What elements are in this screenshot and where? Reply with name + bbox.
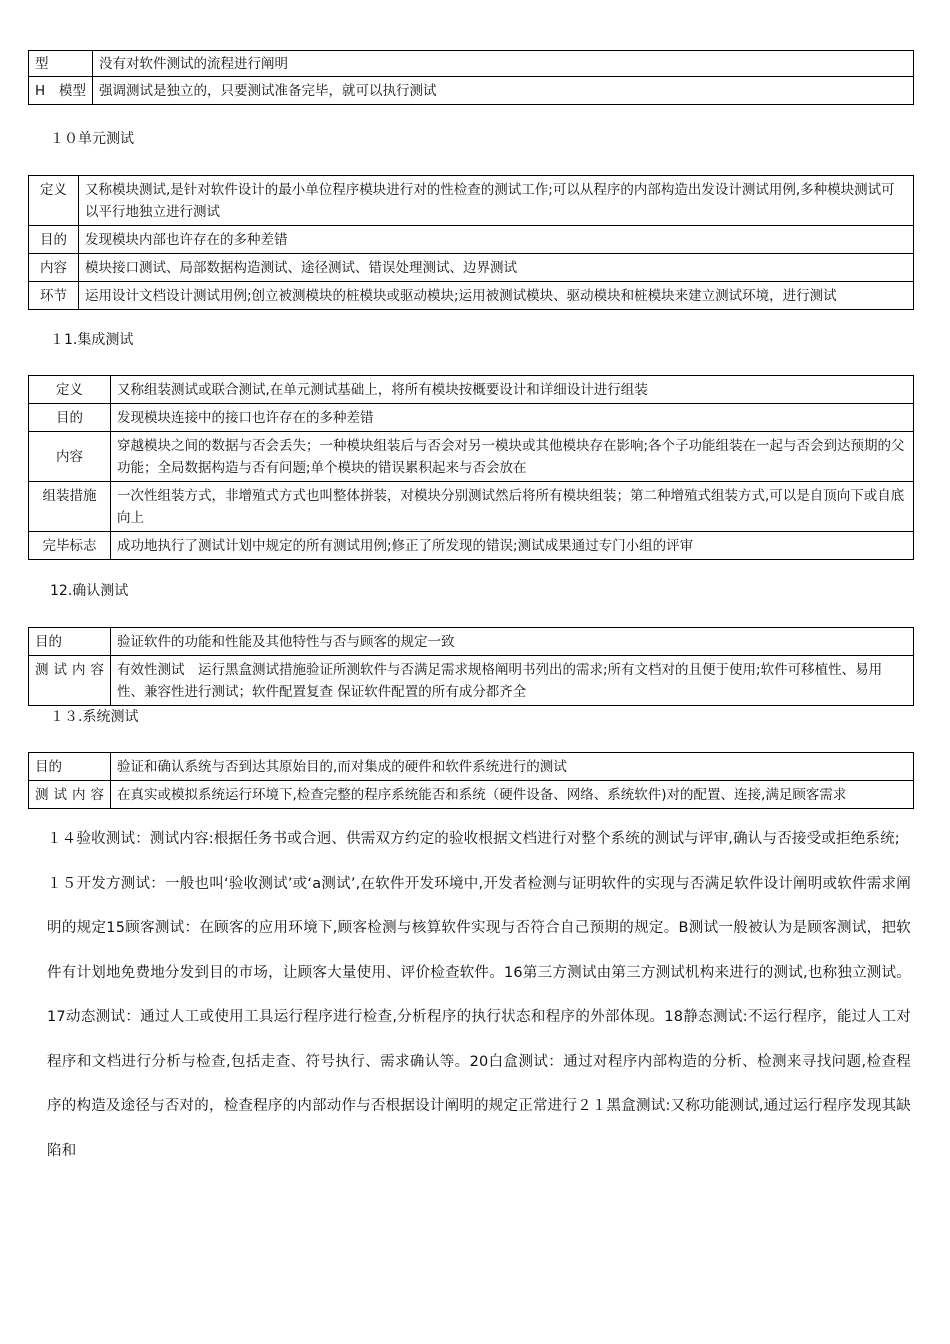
row-value: 发现模块连接中的接口也许存在的多种差错 (111, 404, 914, 432)
row-value: 模块接口测试、局部数据构造测试、途径测试、错误处理测试、边界测试 (79, 254, 914, 282)
section-heading-acceptance-test: 12.确认测试 (50, 583, 129, 599)
table-row (29, 51, 914, 77)
table-acceptance-test (28, 627, 914, 706)
row-label: 型 (29, 51, 93, 77)
row-label: 目的 (29, 226, 79, 254)
table-row (29, 282, 914, 310)
row-label: 内容 (29, 432, 111, 482)
table-row (29, 432, 914, 482)
row-label: 定义 (29, 376, 111, 404)
row-value: 强调测试是独立的，只要测试准备完毕，就可以执行测试 (93, 77, 914, 105)
row-label: 内容 (29, 254, 79, 282)
section-heading-unit-test: １０单元测试 (50, 131, 134, 147)
row-label: 定义 (29, 176, 79, 226)
row-value: 又称组装测试或联合测试,在单元测试基础上，将所有模块按概要设计和详细设计进行组装 (111, 376, 914, 404)
row-value: 验证软件的功能和性能及其他特性与否与顾客的规定一致 (111, 628, 914, 656)
row-label: 完毕标志 (29, 532, 111, 560)
row-value: 运用设计文档设计测试用例;创立被测模块的桩模块或驱动模块;运用被测试模块、驱动模块和桩模块来建立测试环境，进行测试 (79, 282, 914, 310)
table-row (29, 176, 914, 226)
table-row (29, 656, 914, 706)
row-label: 目的 (29, 753, 111, 781)
section-heading-integration-test: １1.集成测试 (50, 332, 134, 348)
row-value: 成功地执行了测试计划中规定的所有测试用例;修正了所发现的错误;测试成果通过专门小组的评审 (111, 532, 914, 560)
row-value: 在真实或模拟系统运行环境下,检查完整的程序系统能否和系统（硬件设备、网络、系统软件)对的配置、连接,满足顾客需求 (111, 781, 914, 809)
table-row (29, 77, 914, 105)
table-system-test (28, 752, 914, 809)
table-row (29, 532, 914, 560)
row-value: 有效性测试 运行黑盒测试措施验证所测软件与否满足需求规格阐明书列出的需求;所有文档对的且便于使用;软件可移植性、易用性、兼容性进行测试；软件配置复查 保证软件配置的所有成分都齐全 (111, 656, 914, 706)
table-integration-test (28, 375, 914, 560)
body-paragraph: １４验收测试：测试内容:根据任务书或合迥、供需双方约定的验收根据文档进行对整个系统的测试与评审,确认与否接受或拒绝系统; １５开发方测试：一般也叫‘验收测试’或‘a测试’,在软件开发环境中,开发者检测与证明软件的实现与否满足软件设计阐明或软件需求阐明的规定15顾客测试：在顾客的应用环境下,顾客检测与核算软件实现与否符合自己预期的规定。B测试一般被认为是顾客测试，把软件有计划地免费地分发到目的市场，让顾客大量使用、评价检查软件。16第三方测试由第三方测试机构来进行的测试,也称独立测试。17动态测试：通过人工或使用工具运行程序进行检查,分析程序的执行状态和程序的外部体现。18静态测试:不运行程序，能过人工对程序和文档进行分析与检查,包括走查、符号执行、需求确认等。20白盒测试：通过对程序内部构造的分析、检测来寻找问题,检查程序的构造及途径与否对的，检查程序的内部动作与否根据设计阐明的规定正常进行２１黑盒测试:又称功能测试,通过运行程序发现其缺陷和 (47, 831, 911, 1159)
table-row (29, 404, 914, 432)
row-label: 测试内容 (29, 781, 111, 809)
row-value: 发现模块内部也许存在的多种差错 (79, 226, 914, 254)
row-value: 验证和确认系统与否到达其原始目的,而对集成的硬件和软件系统进行的测试 (111, 753, 914, 781)
row-label: 目的 (29, 628, 111, 656)
table-unit-test (28, 175, 914, 310)
row-value: 一次性组装方式，非增殖式方式也叫整体拼装，对模块分别测试然后将所有模块组装；第二种增殖式组装方式,可以是自顶向下或自底向上 (111, 482, 914, 532)
row-label: 环节 (29, 282, 79, 310)
table-row (29, 628, 914, 656)
table-model-comparison (28, 50, 914, 105)
body-text (47, 817, 911, 1173)
row-label: 测试内容 (29, 656, 111, 706)
row-value: 没有对软件测试的流程进行阐明 (93, 51, 914, 77)
row-label: 目的 (29, 404, 111, 432)
table-row (29, 226, 914, 254)
row-value: 又称模块测试,是针对软件设计的最小单位程序模块进行对的性检查的测试工作;可以从程序的内部构造出发设计测试用例,多种模块测试可以平行地独立进行测试 (79, 176, 914, 226)
table-row (29, 753, 914, 781)
row-value: 穿越模块之间的数据与否会丢失；一种模块组装后与否会对另一模块或其他模块存在影响;各个子功能组装在一起与否会到达预期的父功能；全局数据构造与否有问题;单个模块的错误累积起来与否会放在 (111, 432, 914, 482)
table-row (29, 254, 914, 282)
table-row (29, 482, 914, 532)
section-heading-system-test: １３.系统测试 (50, 709, 139, 725)
row-label: H 模型 (29, 77, 93, 105)
table-row (29, 781, 914, 809)
table-row (29, 376, 914, 404)
row-label: 组装措施 (29, 482, 111, 532)
